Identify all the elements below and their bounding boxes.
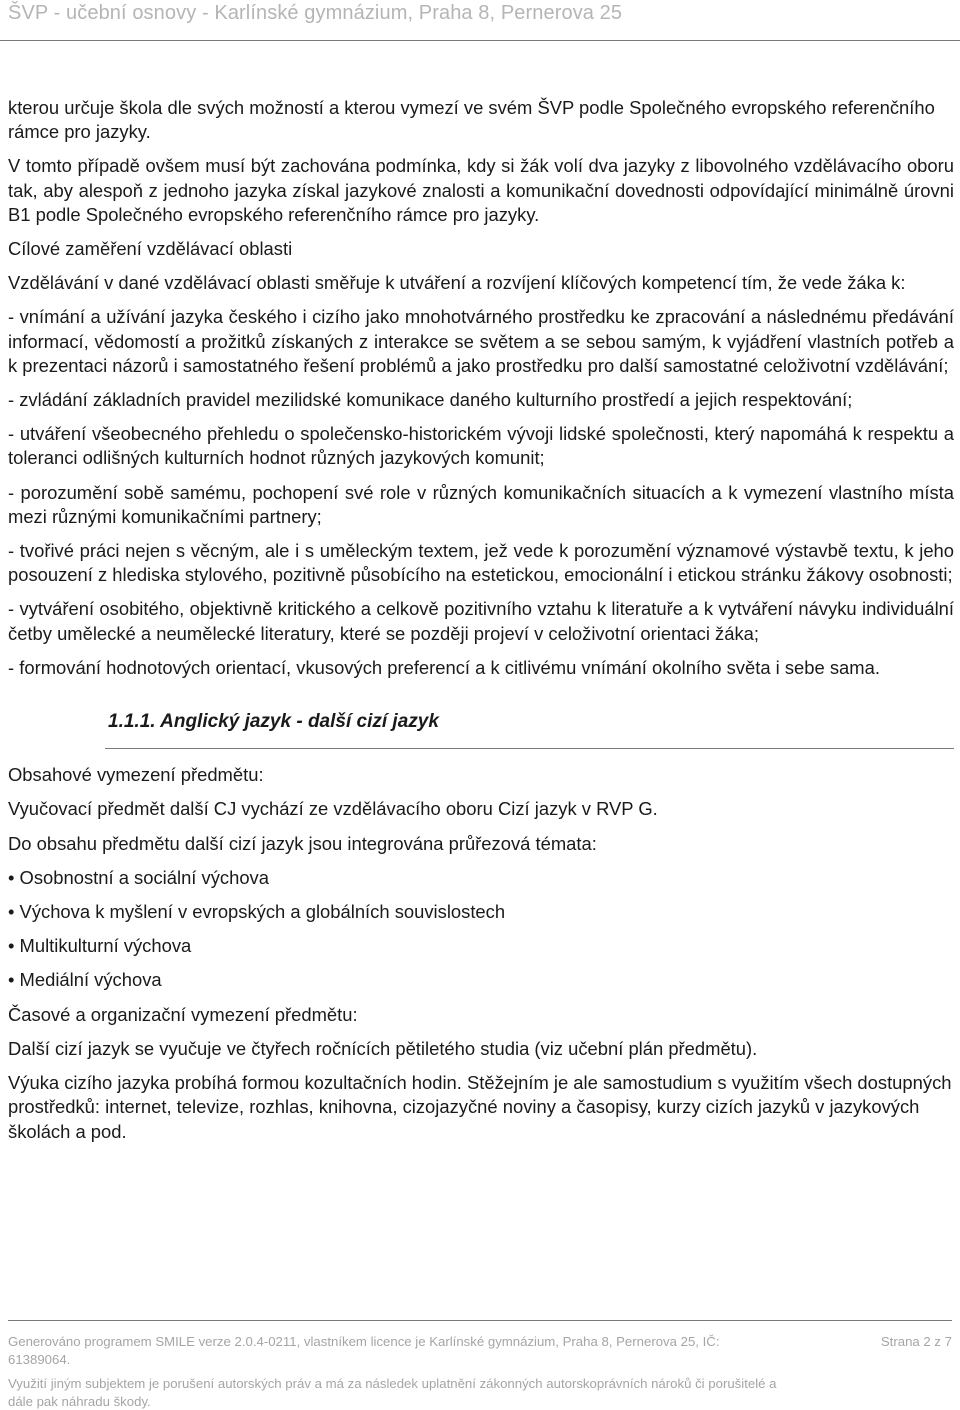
cross-topic-item: • Mediální výchova (8, 969, 162, 991)
subheading-time-organization: Časové a organizační vymezení předmětu: (8, 1003, 358, 1025)
list-item-competence: - vytváření osobitého, objektivně kritického a celkově pozitivního vztahu k literatuře a k vytváření návyku individuální četby umělecké a neumělecké literatury, které se později projeví v celoživotní orientaci žáka; (8, 598, 954, 644)
page-footer (8, 1333, 952, 1410)
paragraph-teaching-form: Výuka cizího jazyka probíhá formou kozultačních hodin. Stěžejním je ale samostudium s využitím všech dostupných prostředků: internet, televize, rozhlas, knihovna, cizojazyčné noviny a časopisy, kurzy cizích jazyků v jazykových školách a pod. (8, 1072, 952, 1142)
list-item-competence: - porozumění sobě samému, pochopení své role v různých komunikačních situacích a k vymezení vlastního místa mezi různými komunikačními partnery; (8, 481, 954, 527)
paragraph-subject-source: Vyučovací předmět další CJ vychází ze vzdělávacího oboru Cizí jazyk v RVP G. (8, 798, 658, 820)
paragraph-competences-intro: Vzdělávání v dané vzdělávací oblasti směřuje k utváření a rozvíjení klíčových kompetencí tím, že vede žáka k: (8, 272, 906, 294)
section-heading-divider (105, 748, 954, 749)
document-body (8, 96, 954, 1146)
list-item-competence: - tvořivé práci nejen s věcným, ale i s uměleckým textem, jež vede k porozumění významové výstavbě textu, k jeho posouzení z hlediska stylového, pozitivně působícího na estetickou, emocionální i etickou stránku žákovy osobnosti; (8, 540, 954, 586)
subheading-target-focus: Cílové zaměření vzdělávací oblasti (8, 238, 293, 260)
footer-copyright-note: Využití jiným subjektem je porušení autorských práv a má za následek uplatnění zákonných autorskoprávních nároků či porušitelé a dále pak náhradu škody. (8, 1376, 777, 1409)
cross-topics-list (8, 866, 954, 993)
section-heading: 1.1.1. Anglický jazyk - další cizí jazyk (108, 711, 439, 733)
footer-generated-note: Generováno programem SMILE verze 2.0.4-0211, vlastníkem licence je Karlínské gymnázium, Praha 8, Pernerova 25, IČ: 61389064. (8, 1334, 720, 1367)
subheading-content-definition: Obsahové vymezení předmětu: (8, 764, 264, 786)
paragraph-condition: V tomto případě ovšem musí být zachována podmínka, kdy si žák volí dva jazyky z libovolného vzdělávacího oboru tak, aby alespoň z jednoho jazyka získal jazykové znalosti a komunikační dovednosti odpovídající minimálně úrovni B1 podle Společného evropského referenčního rámce pro jazyky. (8, 155, 954, 225)
list-item-competence: - zvládání základních pravidel mezilidské komunikace daného kulturního prostředí a jejich respektování; (8, 389, 853, 411)
page-number: Strana 2 z 7 (880, 1334, 952, 1349)
cross-topic-item: • Výchova k myšlení v evropských a globálních souvislostech (8, 901, 506, 923)
header-divider (0, 40, 960, 41)
footer-divider (8, 1320, 952, 1321)
list-item-competence: - formování hodnotových orientací, vkusových preferencí a k citlivému vnímání okolního světa i sebe sama. (8, 656, 880, 678)
paragraph-schedule: Další cizí jazyk se vyučuje ve čtyřech ročnících pětiletého studia (viz učební plán předmětu). (8, 1037, 758, 1059)
page-header-title: ŠVP - učební osnovy - Karlínské gymnázium, Praha 8, Pernerova 25 (8, 2, 623, 24)
list-item-competence: - utváření všeobecného přehledu o společensko-historickém vývoji lidské společnosti, který napomáhá k respektu a toleranci odlišných kulturních hodnot různých jazykových komunit; (8, 423, 954, 469)
paragraph-continuation: kterou určuje škola dle svých možností a kterou vymezí ve svém ŠVP podle Společného evropského referenčního rámce pro jazyky. (8, 97, 935, 143)
cross-topic-item: • Osobnostní a sociální výchova (8, 866, 269, 888)
paragraph-cross-topics-intro: Do obsahu předmětu další cizí jazyk jsou integrována průřezová témata: (8, 832, 597, 854)
cross-topic-item: • Multikulturní výchova (8, 935, 192, 957)
list-item-competence: - vnímání a užívání jazyka českého i cizího jako mnohotvárného prostředku ke zpracování a následnému předávání informací, vědomostí a prožitků získaných z interakce se světem a se sebou samým, k vyjádření vlastních potřeb a k prezentaci názorů i samostatného řešení problémů a jako prostředku pro další samostatné celoživotní vzdělávání; (8, 306, 954, 376)
